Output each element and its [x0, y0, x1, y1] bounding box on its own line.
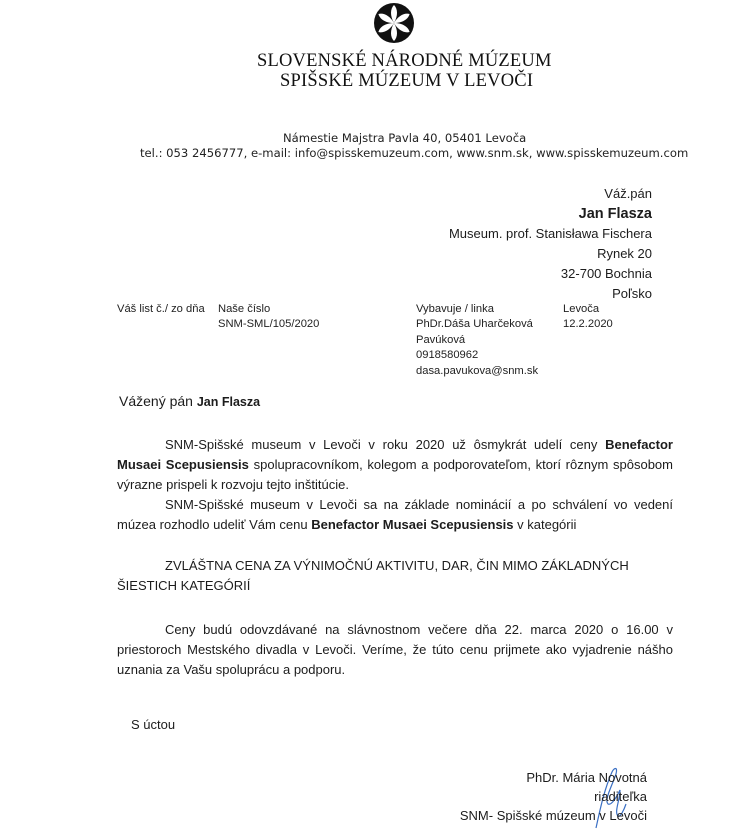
signatory-name: PhDr. Mária Novotná [526, 770, 647, 785]
place: Levoča [563, 303, 600, 315]
paragraph-1 [117, 435, 673, 495]
recipient-country: Poľsko [612, 286, 652, 301]
handled-by-name-cont: Pavúková [416, 333, 466, 346]
place-date-column [563, 302, 613, 333]
greeting-prefix: Vážený pán [119, 393, 197, 409]
recipient-name: Jan Flasza [578, 206, 652, 222]
our-number-column [218, 302, 319, 333]
p2-text-a: SNM-Spišské museum v Levoči sa na základe nominácií a po schválení vo vedení múzea rozhodlo udeliť Vám cenu [117, 497, 673, 532]
museum-rosette-logo-icon [373, 2, 415, 44]
our-number-label: Naše číslo [218, 303, 271, 315]
closing: S úctou [131, 717, 176, 732]
org-address: Námestie Majstra Pavla 40, 05401 Levoča [283, 131, 527, 145]
p1-text-a: SNM-Spišské museum v Levoči v roku 2020 už ôsmykrát udelí ceny [165, 437, 606, 452]
our-number-value: SNM-SML/105/2020 [218, 318, 320, 331]
p2-award-name: Benefactor Musaei Scepusiensis [311, 517, 514, 532]
p1-award-name: Benefactor Musaei Scepusiensis [117, 437, 673, 472]
handled-by-email: dasa.pavukova@snm.sk [416, 364, 539, 377]
paragraph-ceremony: Ceny budú odovzdávané na slávnostnom večere dňa 22. marca 2020 o 16.00 v priestoroch Mestského divadla v Levoči. Veríme, že túto cenu prijmete ako vyjadrenie nášho uznania za Vašu spoluprácu a podporu. [117, 622, 673, 677]
greeting-name: Jan Flasza [196, 395, 261, 409]
handled-by-name: PhDr.Dáša Uharčeková [416, 318, 533, 331]
recipient-street: Rynek 20 [597, 246, 652, 261]
award-category: ZVLÁŠTNA CENA ZA VÝNIMOČNÚ AKTIVITU, DAR, ČIN MIMO ZÁKLADNÝCH ŠIESTICH KATEGÓRIÍ [117, 558, 629, 593]
recipient-city: 32-700 Bochnia [560, 266, 652, 281]
handled-by-label: Vybavuje / linka [416, 303, 494, 315]
signatory-org: SNM- Spišské múzeum v Levoči [459, 808, 647, 823]
p2-text-b: v kategórii [513, 517, 577, 532]
recipient-salutation: Váž.pán [604, 186, 652, 201]
org-name-line2: SPIŠSKÉ MÚZEUM V LEVOČI [280, 71, 534, 91]
recipient-block [449, 184, 652, 304]
signatory-title: riaditeľka [594, 789, 647, 804]
your-letter-label: Váš list č./ zo dňa [117, 303, 205, 315]
date: 12.2.2020 [563, 318, 613, 331]
org-name-line1: SLOVENSKÉ NÁRODNÉ MÚZEUM [257, 51, 552, 71]
greeting [119, 393, 260, 409]
p1-text-b: spolupracovníkom, kolegom a podporovateľom, ktorí rôznym spôsobom výrazne prispeli k rozvoju tejto inštitúcie. [117, 457, 673, 492]
your-letter-column [117, 302, 205, 317]
paragraph-2 [117, 495, 673, 535]
org-contact: tel.: 053 2456777, e-mail: info@spisskemuzeum.com, www.snm.sk, www.spisskemuzeum.com [140, 146, 689, 160]
handled-by-phone: 0918580962 [416, 349, 479, 362]
signature-block [460, 768, 647, 825]
recipient-institution: Museum. prof. Stanisława Fischera [448, 226, 652, 241]
handled-by-column [416, 302, 538, 379]
